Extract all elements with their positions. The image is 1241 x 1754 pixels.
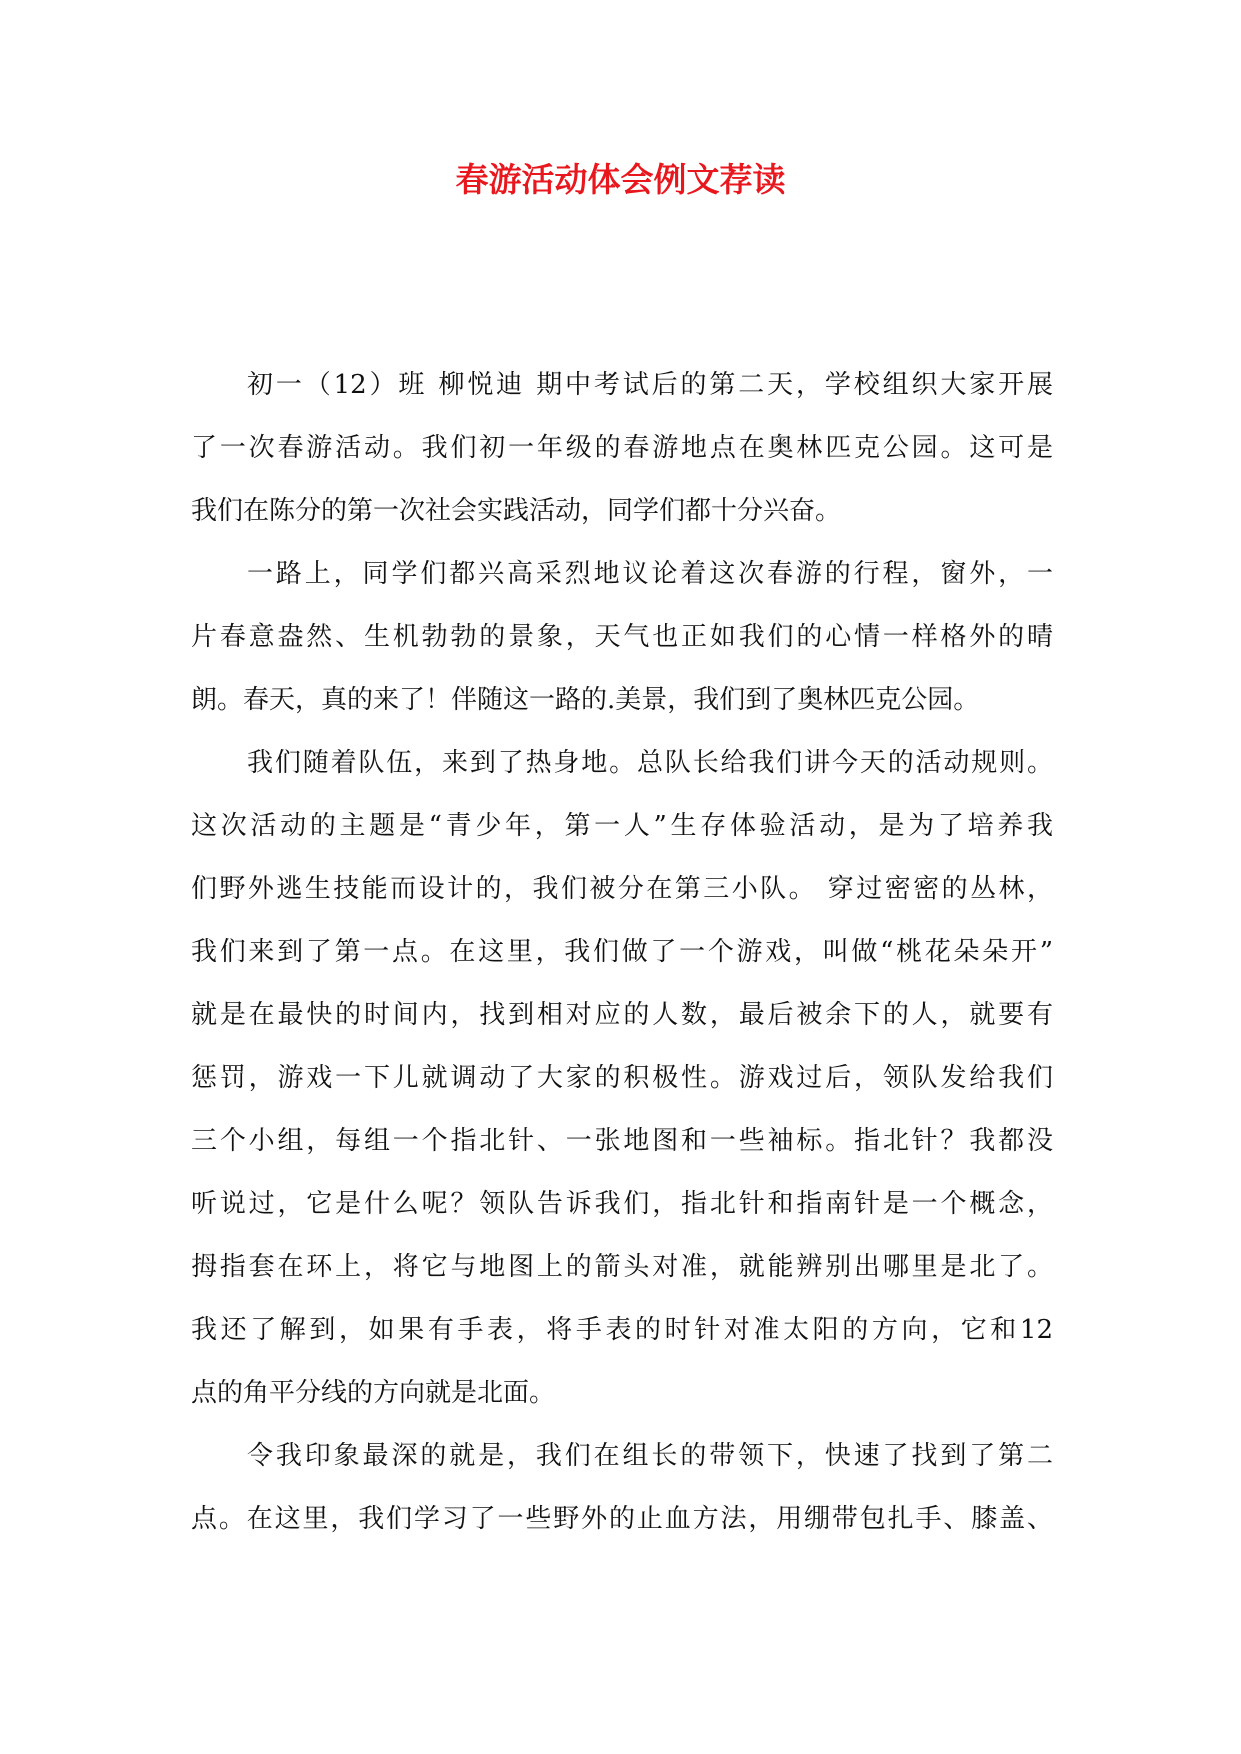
text-line: 我们在陈分的第一次社会实践活动，同学们都十分兴奋。 bbox=[191, 496, 842, 526]
text-line: 我们来到了第一点。在这里，我们做了一个游戏，叫做“桃花朵朵开” bbox=[191, 937, 1053, 967]
document-body bbox=[191, 354, 1053, 1551]
text-line: 三个小组，每组一个指北针、一张地图和一些袖标。指北针？我都没 bbox=[191, 1126, 1053, 1156]
text-line: 我们随着队伍，来到了热身地。总队长给我们讲今天的活动规则。 bbox=[247, 748, 1053, 778]
text-line: 就是在最快的时间内，找到相对应的人数，最后被余下的人，就要有 bbox=[191, 1000, 1053, 1030]
text-line: 了一次春游活动。我们初一年级的春游地点在奥林匹克公园。这可是 bbox=[191, 433, 1053, 463]
paragraph-2 bbox=[191, 543, 1053, 732]
text-line: 初一（12）班 柳悦迪 期中考试后的第二天，学校组织大家开展 bbox=[247, 370, 1053, 400]
text-line: 令我印象最深的就是，我们在组长的带领下，快速了找到了第二 bbox=[247, 1441, 1053, 1471]
paragraph-4 bbox=[191, 1425, 1053, 1551]
document-title: 春游活动体会例文荐读 bbox=[455, 160, 786, 199]
text-line: 这次活动的主题是“青少年，第一人”生存体验活动，是为了培养我 bbox=[191, 811, 1053, 841]
text-line: 一路上，同学们都兴高采烈地议论着这次春游的行程，窗外，一 bbox=[247, 559, 1053, 589]
text-line: 我还了解到，如果有手表，将手表的时针对准太阳的方向，它和12 bbox=[191, 1315, 1053, 1345]
text-line: 朗。春天，真的来了！伴随这一路的.美景，我们到了奥林匹克公园。 bbox=[191, 685, 980, 715]
text-line: 听说过，它是什么呢？领队告诉我们，指北针和指南针是一个概念， bbox=[191, 1189, 1053, 1219]
paragraph-1 bbox=[191, 354, 1053, 543]
text-line: 惩罚，游戏一下儿就调动了大家的积极性。游戏过后，领队发给我们 bbox=[191, 1063, 1053, 1093]
text-line: 拇指套在环上，将它与地图上的箭头对准，就能辨别出哪里是北了。 bbox=[191, 1252, 1053, 1282]
text-line: 点。在这里，我们学习了一些野外的止血方法，用绷带包扎手、膝盖、 bbox=[191, 1504, 1053, 1534]
text-line: 片春意盎然、生机勃勃的景象，天气也正如我们的心情一样格外的晴 bbox=[191, 622, 1053, 652]
text-line: 点的角平分线的方向就是北面。 bbox=[191, 1378, 556, 1408]
paragraph-3 bbox=[191, 732, 1053, 1425]
text-line: 们野外逃生技能而设计的，我们被分在第三小队。 穿过密密的丛林， bbox=[191, 874, 1053, 904]
